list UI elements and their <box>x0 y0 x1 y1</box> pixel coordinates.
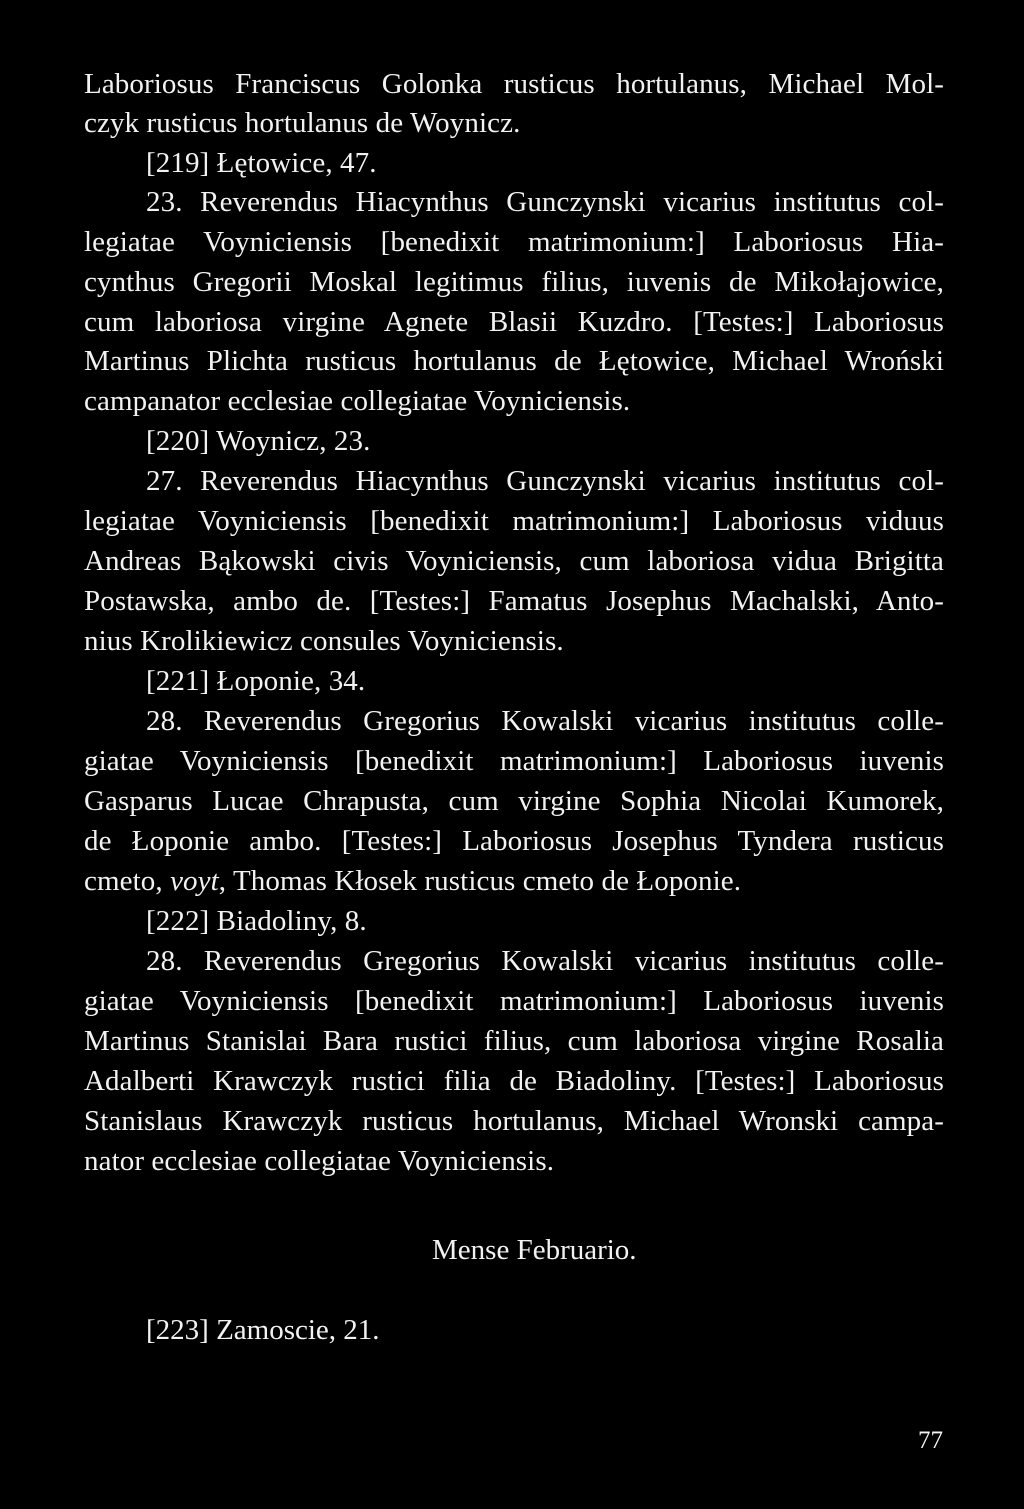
text-segment: , Thomas Kłosek rusticus cmeto de Łoponie. <box>218 865 742 897</box>
italic-term: voyt <box>170 865 219 897</box>
text-line: 23. Reverendus Hiacynthus Gunczynski vicarius institutus col- <box>146 186 944 218</box>
text-line: Martinus Stanislai Bara rustici filius, cum laboriosa virgine Rosalia <box>84 1025 944 1057</box>
text-line: 28. Reverendus Gregorius Kowalski vicarius institutus colle- <box>146 705 944 737</box>
text-line: 27. Reverendus Hiacynthus Gunczynski vicarius institutus col- <box>146 465 944 497</box>
text-line: Andreas Bąkowski civis Voyniciensis, cum laboriosa vidua Brigitta <box>84 545 944 577</box>
text-line: Adalberti Krawczyk rustici filia de Biadoliny. [Testes:] Laboriosus <box>84 1065 944 1097</box>
text-line: cum laboriosa virgine Agnete Blasii Kuzdro. [Testes:] Laboriosus <box>84 306 944 338</box>
text-line: Stanislaus Krawczyk rusticus hortulanus, Michael Wronski campa- <box>84 1105 944 1137</box>
text-line: legiatae Voyniciensis [benedixit matrimonium:] Laboriosus viduus <box>84 505 944 537</box>
text-line: czyk rusticus hortulanus de Woynicz. <box>84 107 521 139</box>
section-heading: Mense Februario. <box>432 1234 637 1266</box>
entry-header: [223] Zamoscie, 21. <box>146 1314 380 1346</box>
entry-header: [222] Biadoliny, 8. <box>146 905 367 937</box>
page-number: 77 <box>918 1427 943 1454</box>
text-segment: cmeto, <box>84 865 171 897</box>
text-line: Gasparus Lucae Chrapusta, cum virgine Sophia Nicolai Kumorek, <box>84 785 944 817</box>
text-line <box>84 861 944 901</box>
text-line: nator ecclesiae collegiatae Voyniciensis. <box>84 1145 555 1177</box>
text-line: cynthus Gregorii Moskal legitimus filius, iuvenis de Mikołajowice, <box>84 266 944 298</box>
text-line: Martinus Plichta rusticus hortulanus de Łętowice, Michael Wroński <box>84 345 944 377</box>
text-line: nius Krolikiewicz consules Voyniciensis. <box>84 625 564 657</box>
text-line: legiatae Voyniciensis [benedixit matrimonium:] Laboriosus Hia- <box>84 226 944 258</box>
entry-header: [221] Łoponie, 34. <box>146 665 366 697</box>
text-line: campanator ecclesiae collegiatae Voyniciensis. <box>84 385 631 417</box>
text-line: Postawska, ambo de. [Testes:] Famatus Josephus Machalski, Anto- <box>84 585 944 617</box>
text-line: 28. Reverendus Gregorius Kowalski vicarius institutus colle- <box>146 945 944 977</box>
entry-header: [220] Woynicz, 23. <box>146 425 371 457</box>
entry-header: [219] Łętowice, 47. <box>146 147 377 179</box>
text-line: giatae Voyniciensis [benedixit matrimonium:] Laboriosus iuvenis <box>84 985 944 1017</box>
text-line: de Łoponie ambo. [Testes:] Laboriosus Josephus Tyndera rusticus <box>84 825 944 857</box>
text-line: Laboriosus Franciscus Golonka rusticus hortulanus, Michael Mol- <box>84 68 944 100</box>
text-line: giatae Voyniciensis [benedixit matrimonium:] Laboriosus iuvenis <box>84 745 944 777</box>
